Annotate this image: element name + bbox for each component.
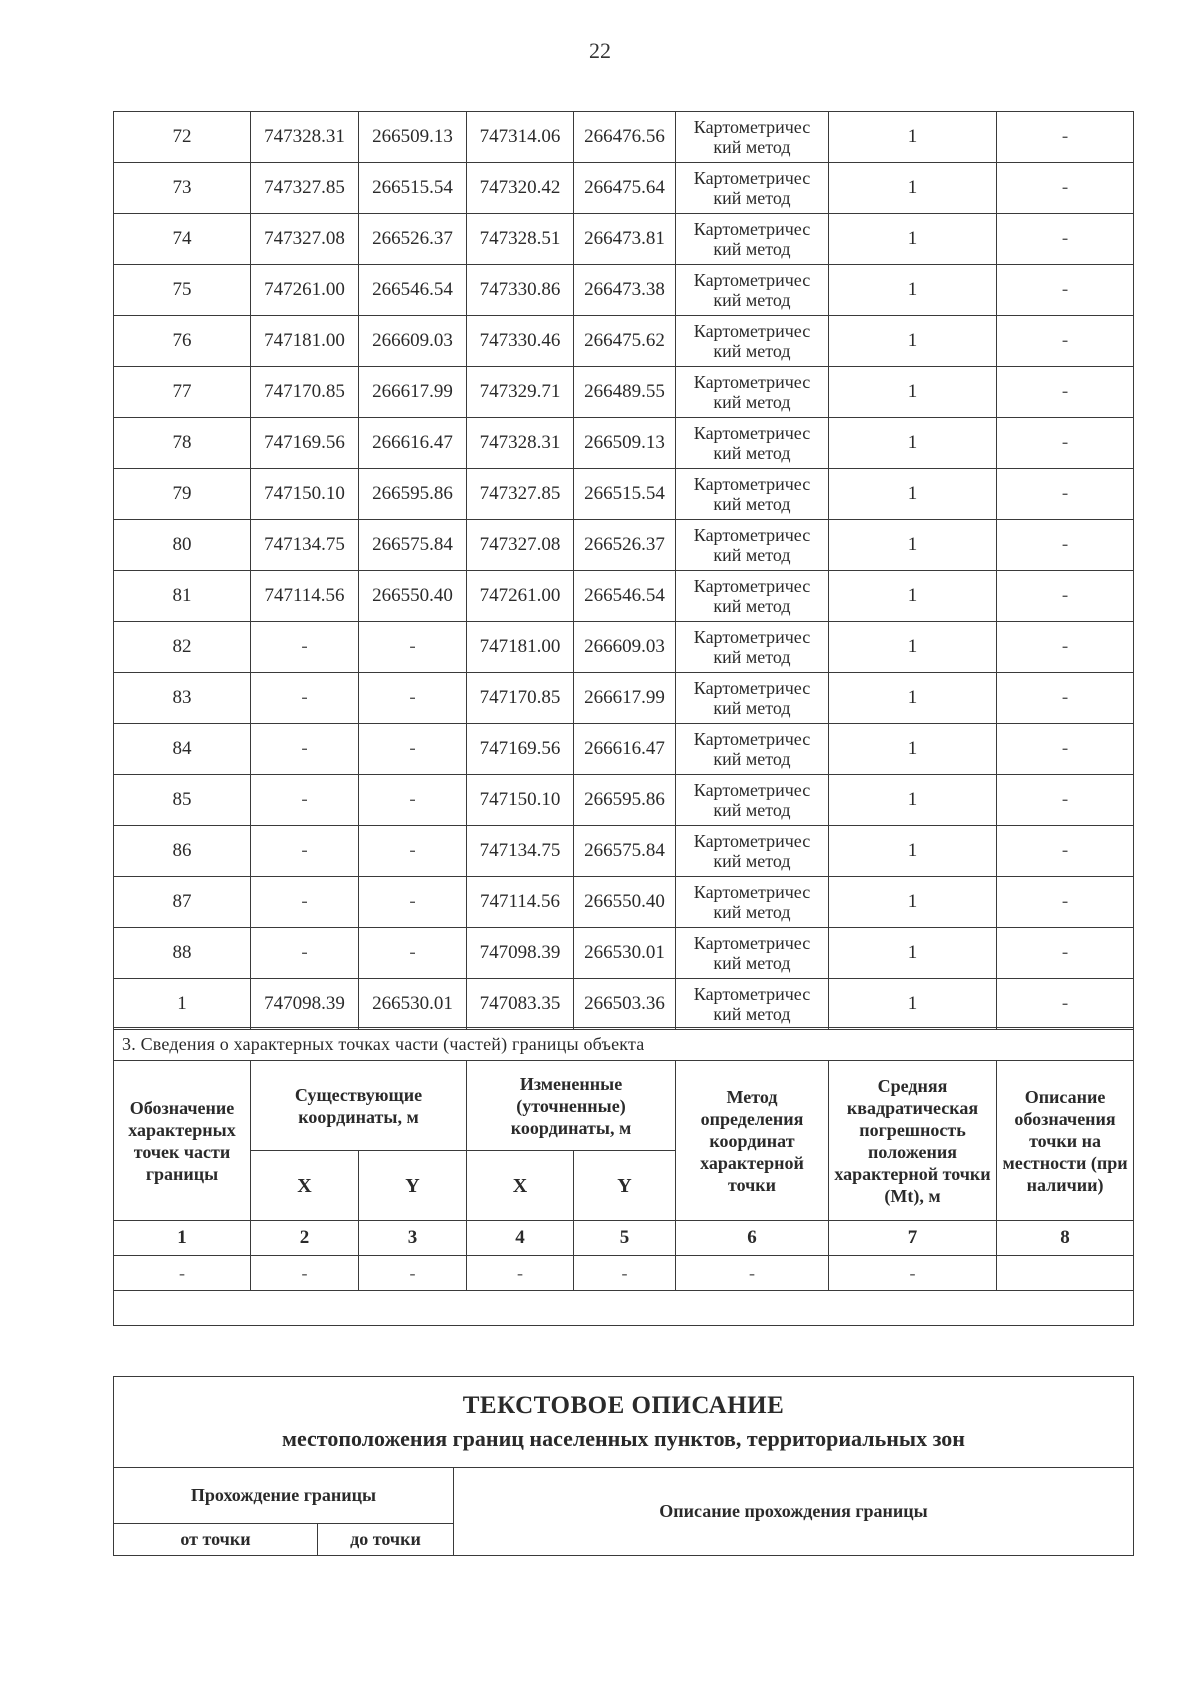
point-number-cell: 79: [114, 469, 251, 520]
changed-y-cell: 266509.13: [574, 418, 676, 469]
table-row: [114, 316, 1134, 367]
table-cell: -: [251, 1256, 359, 1291]
passage-description-header: Описание прохождения границы: [454, 1468, 1134, 1556]
description-cell: -: [997, 112, 1134, 163]
changed-y-cell: 266616.47: [574, 724, 676, 775]
point-number-cell: 1: [114, 979, 251, 1030]
changed-y-cell: 266617.99: [574, 673, 676, 724]
method-cell: [676, 724, 829, 775]
table-row: [114, 469, 1134, 520]
header-y-existing: Y: [359, 1151, 467, 1221]
changed-x-cell: 747329.71: [467, 367, 574, 418]
description-title-cell: [114, 1377, 1134, 1468]
accuracy-cell: 1: [829, 367, 997, 418]
existing-y-cell: 266575.84: [359, 520, 467, 571]
method-line-1: Картометричес: [693, 831, 811, 851]
header-designation: Обозначение характерных точек части границы: [114, 1061, 251, 1221]
existing-x-cell: -: [251, 877, 359, 928]
method-cell: [676, 826, 829, 877]
description-cell: -: [997, 316, 1134, 367]
point-number-cell: 80: [114, 520, 251, 571]
table-row: [114, 571, 1134, 622]
existing-x-cell: 747327.85: [251, 163, 359, 214]
changed-y-cell: 266489.55: [574, 367, 676, 418]
method-cell: [676, 979, 829, 1030]
text-description-table: [113, 1376, 1134, 1556]
changed-x-cell: 747330.86: [467, 265, 574, 316]
existing-x-cell: 747328.31: [251, 112, 359, 163]
changed-x-cell: 747320.42: [467, 163, 574, 214]
changed-y-cell: 266473.38: [574, 265, 676, 316]
description-cell: -: [997, 214, 1134, 265]
method-line-1: Картометричес: [693, 882, 811, 902]
table-cell: [997, 1256, 1134, 1291]
method-line-2: кий метод: [713, 443, 791, 463]
existing-y-cell: -: [359, 775, 467, 826]
existing-y-cell: 266509.13: [359, 112, 467, 163]
method-line-1: Картометричес: [693, 372, 811, 392]
table-row: [114, 520, 1134, 571]
existing-y-cell: -: [359, 826, 467, 877]
passage-header: Прохождение границы: [114, 1468, 454, 1524]
changed-y-cell: 266473.81: [574, 214, 676, 265]
changed-x-cell: 747328.51: [467, 214, 574, 265]
method-line-1: Картометричес: [693, 117, 811, 137]
header-x-changed: X: [467, 1151, 574, 1221]
header-existing-coords: Существующие координаты, м: [251, 1061, 467, 1151]
column-number: 1: [114, 1221, 251, 1256]
accuracy-cell: 1: [829, 775, 997, 826]
existing-y-cell: -: [359, 673, 467, 724]
point-number-cell: 77: [114, 367, 251, 418]
accuracy-cell: 1: [829, 571, 997, 622]
point-number-cell: 83: [114, 673, 251, 724]
existing-x-cell: 747114.56: [251, 571, 359, 622]
description-cell: -: [997, 928, 1134, 979]
table-row: [114, 826, 1134, 877]
description-cell: -: [997, 877, 1134, 928]
changed-y-cell: 266475.62: [574, 316, 676, 367]
table-row: [114, 367, 1134, 418]
page-number: 22: [589, 38, 611, 63]
column-number: 6: [676, 1221, 829, 1256]
header-x-existing: X: [251, 1151, 359, 1221]
existing-y-cell: 266616.47: [359, 418, 467, 469]
existing-x-cell: 747327.08: [251, 214, 359, 265]
method-line-1: Картометричес: [693, 627, 811, 647]
point-number-cell: 73: [114, 163, 251, 214]
table-cell: -: [829, 1256, 997, 1291]
accuracy-cell: 1: [829, 877, 997, 928]
existing-y-cell: 266515.54: [359, 163, 467, 214]
header-method: Метод определения координат характерной точки: [676, 1061, 829, 1221]
accuracy-cell: 1: [829, 928, 997, 979]
changed-y-cell: 266546.54: [574, 571, 676, 622]
existing-y-cell: -: [359, 928, 467, 979]
method-cell: [676, 622, 829, 673]
method-line-1: Картометричес: [693, 576, 811, 596]
method-line-1: Картометричес: [693, 474, 811, 494]
changed-y-cell: 266595.86: [574, 775, 676, 826]
header-description: Описание обозначения точки на местности (при наличии): [997, 1061, 1134, 1221]
method-line-1: Картометричес: [693, 423, 811, 443]
description-cell: -: [997, 979, 1134, 1030]
method-line-2: кий метод: [713, 902, 791, 922]
point-number-cell: 84: [114, 724, 251, 775]
header-y-changed: Y: [574, 1151, 676, 1221]
existing-x-cell: -: [251, 673, 359, 724]
existing-x-cell: -: [251, 775, 359, 826]
method-cell: [676, 877, 829, 928]
point-number-cell: 72: [114, 112, 251, 163]
table-row: [114, 673, 1134, 724]
method-line-1: Картометричес: [693, 270, 811, 290]
point-number-cell: 82: [114, 622, 251, 673]
changed-x-cell: 747330.46: [467, 316, 574, 367]
existing-y-cell: 266617.99: [359, 367, 467, 418]
existing-y-cell: -: [359, 724, 467, 775]
changed-y-cell: 266476.56: [574, 112, 676, 163]
point-number-cell: 78: [114, 418, 251, 469]
description-cell: -: [997, 418, 1134, 469]
method-line-1: Картометричес: [693, 168, 811, 188]
method-cell: [676, 520, 829, 571]
method-cell: [676, 775, 829, 826]
method-line-1: Картометричес: [693, 219, 811, 239]
accuracy-cell: 1: [829, 469, 997, 520]
existing-x-cell: 747098.39: [251, 979, 359, 1030]
method-cell: [676, 418, 829, 469]
table-cell: -: [574, 1256, 676, 1291]
method-cell: [676, 265, 829, 316]
changed-y-cell: 266526.37: [574, 520, 676, 571]
changed-x-cell: 747327.85: [467, 469, 574, 520]
existing-x-cell: 747170.85: [251, 367, 359, 418]
header-accuracy: Средняя квадратическая погрешность положения характерной точки (Mt), м: [829, 1061, 997, 1221]
accuracy-cell: 1: [829, 622, 997, 673]
description-cell: -: [997, 775, 1134, 826]
table-row: [114, 214, 1134, 265]
point-number-cell: 87: [114, 877, 251, 928]
description-subtitle: местоположения границ населенных пунктов, территориальных зон: [282, 1426, 965, 1451]
method-cell: [676, 673, 829, 724]
table-row: [114, 775, 1134, 826]
accuracy-cell: 1: [829, 724, 997, 775]
method-cell: [676, 316, 829, 367]
description-cell: -: [997, 673, 1134, 724]
method-cell: [676, 469, 829, 520]
accuracy-cell: 1: [829, 826, 997, 877]
method-cell: [676, 163, 829, 214]
table-row: [114, 112, 1134, 163]
existing-x-cell: 747150.10: [251, 469, 359, 520]
accuracy-cell: 1: [829, 979, 997, 1030]
method-line-2: кий метод: [713, 290, 791, 310]
changed-x-cell: 747150.10: [467, 775, 574, 826]
method-line-2: кий метод: [713, 494, 791, 514]
to-point-header: до точки: [318, 1524, 454, 1556]
existing-x-cell: -: [251, 622, 359, 673]
description-cell: -: [997, 163, 1134, 214]
column-number: 2: [251, 1221, 359, 1256]
method-line-2: кий метод: [713, 1004, 791, 1024]
description-cell: -: [997, 520, 1134, 571]
accuracy-cell: 1: [829, 265, 997, 316]
table-row: [114, 418, 1134, 469]
description-cell: -: [997, 367, 1134, 418]
from-point-header: от точки: [114, 1524, 318, 1556]
column-number: 5: [574, 1221, 676, 1256]
accuracy-cell: 1: [829, 163, 997, 214]
existing-x-cell: 747169.56: [251, 418, 359, 469]
changed-x-cell: 747134.75: [467, 826, 574, 877]
column-number: 4: [467, 1221, 574, 1256]
existing-y-cell: -: [359, 622, 467, 673]
existing-x-cell: -: [251, 928, 359, 979]
method-cell: [676, 112, 829, 163]
empty-row: [114, 1291, 1134, 1326]
method-line-2: кий метод: [713, 239, 791, 259]
method-line-1: Картометричес: [693, 984, 811, 1004]
method-line-2: кий метод: [713, 953, 791, 973]
table-row: [114, 265, 1134, 316]
method-line-2: кий метод: [713, 392, 791, 412]
existing-x-cell: -: [251, 826, 359, 877]
existing-x-cell: 747261.00: [251, 265, 359, 316]
changed-x-cell: 747170.85: [467, 673, 574, 724]
table-row: [114, 622, 1134, 673]
existing-y-cell: 266546.54: [359, 265, 467, 316]
accuracy-cell: 1: [829, 214, 997, 265]
method-cell: [676, 367, 829, 418]
point-number-cell: 86: [114, 826, 251, 877]
accuracy-cell: 1: [829, 112, 997, 163]
existing-y-cell: 266550.40: [359, 571, 467, 622]
method-line-2: кий метод: [713, 749, 791, 769]
method-line-2: кий метод: [713, 851, 791, 871]
method-line-2: кий метод: [713, 341, 791, 361]
description-cell: -: [997, 826, 1134, 877]
column-number: 8: [997, 1221, 1134, 1256]
table-cell: -: [676, 1256, 829, 1291]
changed-y-cell: 266475.64: [574, 163, 676, 214]
method-line-2: кий метод: [713, 698, 791, 718]
changed-x-cell: 747098.39: [467, 928, 574, 979]
point-number-cell: 76: [114, 316, 251, 367]
table-row: [114, 163, 1134, 214]
method-line-2: кий метод: [713, 137, 791, 157]
changed-x-cell: 747327.08: [467, 520, 574, 571]
table-cell: -: [359, 1256, 467, 1291]
table-cell: -: [114, 1256, 251, 1291]
existing-x-cell: 747134.75: [251, 520, 359, 571]
existing-y-cell: 266595.86: [359, 469, 467, 520]
accuracy-cell: 1: [829, 418, 997, 469]
characteristic-points-table: [113, 1027, 1134, 1326]
description-cell: -: [997, 469, 1134, 520]
method-cell: [676, 928, 829, 979]
table-row: [114, 979, 1134, 1030]
existing-y-cell: 266526.37: [359, 214, 467, 265]
changed-x-cell: 747328.31: [467, 418, 574, 469]
column-number: 3: [359, 1221, 467, 1256]
changed-y-cell: 266515.54: [574, 469, 676, 520]
table-cell: -: [467, 1256, 574, 1291]
accuracy-cell: 1: [829, 316, 997, 367]
column-number: 7: [829, 1221, 997, 1256]
point-number-cell: 74: [114, 214, 251, 265]
changed-x-cell: 747261.00: [467, 571, 574, 622]
method-line-1: Картометричес: [693, 729, 811, 749]
point-number-cell: 85: [114, 775, 251, 826]
accuracy-cell: 1: [829, 673, 997, 724]
method-line-2: кий метод: [713, 800, 791, 820]
method-cell: [676, 214, 829, 265]
existing-y-cell: -: [359, 877, 467, 928]
changed-y-cell: 266503.36: [574, 979, 676, 1030]
table-row: [114, 877, 1134, 928]
method-line-1: Картометричес: [693, 678, 811, 698]
changed-x-cell: 747314.06: [467, 112, 574, 163]
method-line-1: Картометричес: [693, 780, 811, 800]
method-line-2: кий метод: [713, 188, 791, 208]
accuracy-cell: 1: [829, 520, 997, 571]
point-number-cell: 88: [114, 928, 251, 979]
existing-x-cell: -: [251, 724, 359, 775]
description-cell: -: [997, 265, 1134, 316]
point-number-cell: 75: [114, 265, 251, 316]
changed-x-cell: 747181.00: [467, 622, 574, 673]
table-row: [114, 928, 1134, 979]
existing-y-cell: 266609.03: [359, 316, 467, 367]
section-title: 3. Сведения о характерных точках части (частей) границы объекта: [114, 1028, 1134, 1061]
existing-x-cell: 747181.00: [251, 316, 359, 367]
changed-y-cell: 266609.03: [574, 622, 676, 673]
changed-x-cell: 747169.56: [467, 724, 574, 775]
method-line-1: Картометричес: [693, 525, 811, 545]
header-changed-coords: Измененные (уточненные) координаты, м: [467, 1061, 676, 1151]
method-line-1: Картометричес: [693, 321, 811, 341]
point-number-cell: 81: [114, 571, 251, 622]
changed-x-cell: 747114.56: [467, 877, 574, 928]
changed-x-cell: 747083.35: [467, 979, 574, 1030]
changed-y-cell: 266530.01: [574, 928, 676, 979]
changed-y-cell: 266550.40: [574, 877, 676, 928]
method-cell: [676, 571, 829, 622]
method-line-2: кий метод: [713, 596, 791, 616]
existing-y-cell: 266530.01: [359, 979, 467, 1030]
method-line-2: кий метод: [713, 647, 791, 667]
method-line-2: кий метод: [713, 545, 791, 565]
table-row: [114, 724, 1134, 775]
changed-y-cell: 266575.84: [574, 826, 676, 877]
description-cell: -: [997, 724, 1134, 775]
description-title: ТЕКСТОВОЕ ОПИСАНИЕ: [462, 1392, 785, 1419]
description-cell: -: [997, 571, 1134, 622]
description-cell: -: [997, 622, 1134, 673]
coordinates-table: [113, 111, 1134, 1030]
method-line-1: Картометричес: [693, 933, 811, 953]
